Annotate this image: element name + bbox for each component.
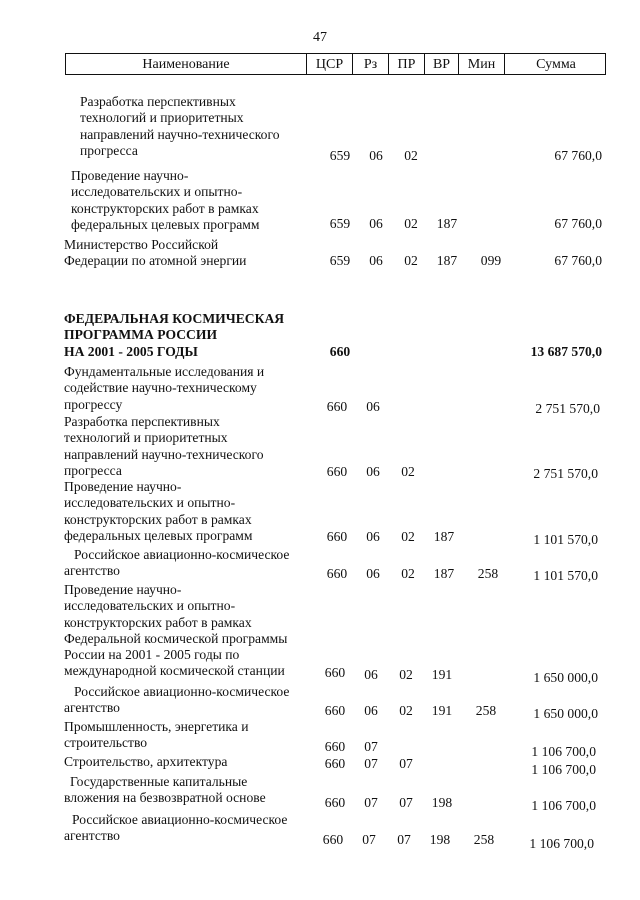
- cell-vr: 198: [429, 832, 451, 847]
- cell-csr: 660: [329, 344, 351, 359]
- cell-rz: 07: [364, 795, 378, 810]
- cell-rz: 06: [366, 529, 380, 544]
- cell-csr: 660: [326, 566, 348, 581]
- header-name: Наименование: [142, 57, 230, 72]
- cell-csr: 660: [324, 703, 346, 718]
- cell-min: 258: [473, 832, 495, 847]
- cell-rz: 07: [364, 739, 378, 754]
- header-sum: Сумма: [504, 54, 607, 74]
- row-name: Проведение научно- исследовательских и опытно- конструкторских работ в рамках Федеральной космической программы России на 2001 - 2005 годы по международной космической станции: [64, 582, 288, 679]
- cell-sum: 67 760,0: [554, 148, 602, 163]
- cell-rz: 06: [369, 253, 383, 268]
- header-min: Мин: [458, 54, 504, 74]
- row-name: Государственные капитальные вложения на безвозвратной основе: [64, 774, 266, 806]
- cell-sum: 1 650 000,0: [533, 670, 598, 685]
- cell-sum: 67 760,0: [554, 216, 602, 231]
- cell-rz: 06: [366, 399, 380, 414]
- cell-min: 258: [475, 703, 497, 718]
- cell-csr: 660: [326, 529, 348, 544]
- cell-rz: 06: [366, 464, 380, 479]
- page-number: 47: [313, 30, 327, 45]
- cell-vr: 187: [436, 253, 458, 268]
- header-rz: Рз: [352, 54, 388, 74]
- cell-min: 258: [477, 566, 499, 581]
- cell-csr: 659: [329, 253, 351, 268]
- cell-csr: 660: [324, 795, 346, 810]
- cell-csr: 660: [326, 399, 348, 414]
- cell-pr: 02: [404, 253, 418, 268]
- cell-pr: 02: [404, 148, 418, 163]
- row-name: Строительство, архитектура: [64, 754, 228, 769]
- cell-sum: 1 106 700,0: [529, 836, 594, 851]
- cell-pr: 07: [397, 832, 411, 847]
- cell-pr: 02: [401, 566, 415, 581]
- cell-csr: 660: [324, 756, 346, 771]
- cell-sum: 13 687 570,0: [530, 344, 602, 359]
- cell-csr: 659: [329, 148, 351, 163]
- cell-sum: 2 751 570,0: [533, 466, 598, 481]
- row-name: ФЕДЕРАЛЬНАЯ КОСМИЧЕСКАЯ ПРОГРАММА РОССИИ НА 2001 - 2005 ГОДЫ: [64, 311, 285, 359]
- header-pr: ПР: [388, 54, 424, 74]
- row-name: Разработка перспективных технологий и приоритетных направлений научно-технического прогресса: [80, 94, 280, 158]
- cell-vr: 191: [431, 667, 453, 682]
- row-name: Проведение научно- исследовательских и опытно- конструкторских работ в рамках федеральных целевых программ: [71, 168, 260, 232]
- cell-rz: 06: [366, 566, 380, 581]
- header-vr: ВР: [424, 54, 458, 74]
- cell-pr: 02: [404, 216, 418, 231]
- cell-csr: 660: [324, 665, 346, 680]
- row-name: Разработка перспективных технологий и приоритетных направлений научно-технического прогресса: [64, 414, 264, 478]
- cell-rz: 06: [369, 148, 383, 163]
- row-name: Российское авиационно-космическое агентство: [64, 547, 290, 579]
- cell-rz: 06: [369, 216, 383, 231]
- cell-vr: 187: [433, 529, 455, 544]
- table-header: [65, 53, 606, 75]
- cell-sum: 67 760,0: [554, 253, 602, 268]
- cell-csr: 660: [324, 739, 346, 754]
- cell-csr: 660: [322, 832, 344, 847]
- cell-sum: 1 106 700,0: [531, 744, 596, 759]
- cell-rz: 07: [362, 832, 376, 847]
- row-name: Российское авиационно-космическое агентство: [64, 812, 288, 844]
- cell-sum: 1 106 700,0: [531, 762, 596, 777]
- cell-sum: 1 650 000,0: [533, 706, 598, 721]
- cell-vr: 187: [433, 566, 455, 581]
- cell-csr: 659: [329, 216, 351, 231]
- row-name: Фундаментальные исследования и содействие научно-техническому прогрессу: [64, 364, 265, 412]
- cell-sum: 2 751 570,0: [535, 401, 600, 416]
- cell-sum: 1 101 570,0: [533, 532, 598, 547]
- header-csr: ЦСР: [306, 54, 352, 74]
- cell-vr: 191: [431, 703, 453, 718]
- row-name: Министерство Российской Федерации по атомной энергии: [64, 237, 247, 269]
- cell-sum: 1 106 700,0: [531, 798, 596, 813]
- row-name: Российское авиационно-космическое агентство: [64, 684, 290, 716]
- cell-pr: 02: [399, 667, 413, 682]
- cell-pr: 02: [401, 464, 415, 479]
- cell-rz: 07: [364, 756, 378, 771]
- cell-sum: 1 101 570,0: [533, 568, 598, 583]
- row-name: Промышленность, энергетика и строительство: [64, 719, 249, 751]
- cell-pr: 02: [399, 703, 413, 718]
- cell-pr: 07: [399, 756, 413, 771]
- cell-pr: 02: [401, 529, 415, 544]
- cell-vr: 198: [431, 795, 453, 810]
- cell-csr: 660: [326, 464, 348, 479]
- cell-pr: 07: [399, 795, 413, 810]
- cell-vr: 187: [436, 216, 458, 231]
- cell-rz: 06: [364, 703, 378, 718]
- cell-min: 099: [480, 253, 502, 268]
- cell-rz: 06: [364, 667, 378, 682]
- row-name: Проведение научно- исследовательских и опытно- конструкторских работ в рамках федеральных целевых программ: [64, 479, 253, 543]
